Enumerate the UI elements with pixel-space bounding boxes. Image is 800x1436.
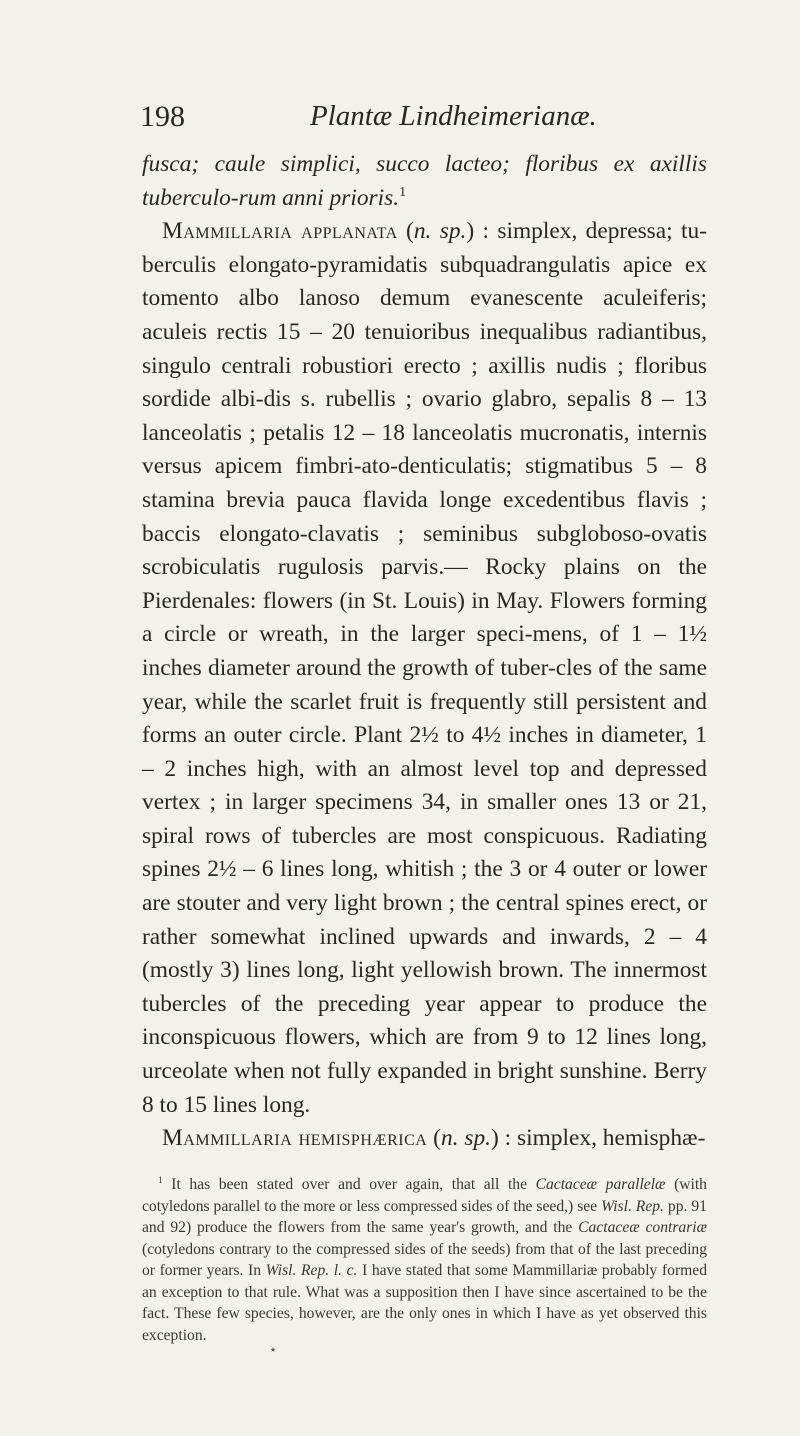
footnote-reference: 1 [399,183,407,200]
running-title: Plantæ Lindheimerianæ. [310,100,597,132]
species-name: Mammillaria hemisphærica [162,1125,428,1152]
paragraph-mammillaria-hemisphaerica: Mammillaria hemisphærica (n. sp.) : simplex, hemisphæ- [162,1125,706,1152]
paragraph-continuation [142,148,707,215]
body-text [142,148,707,1156]
stray-print-mark: ٭ [270,1344,276,1356]
new-species-mark: n. sp. [413,218,467,245]
species-description: ) : simplex, depressa; tu-berculis elongato-pyramidatis subquadrangulatis apice ex tomento albo lanoso demum evanescente aculeiferis; aculeis rectis 15 – 20 tenuioribus inequalibus radiantibus, singulo centrali robustiori erecto ; axillis nudis ; floribus sordide albi-dis s. rubellis ; ovario glabro, sepalis 8 – 13 lanceolatis ; petalis 12 – 18 lanceolatis mucronatis, internis versus apicem fimbri-ato-denticulatis; stigmatibus 5 – 8 stamina brevia pauca flavida longe excedentibus flavis ; baccis elongato-clavatis ; seminibus subgloboso-ovatis scrobiculatis rugulosis parvis.— Rocky plains on the Pierdenales: flowers (in St. Louis) in May. Flowers forming a circle or wreath, in the larger speci-mens, of 1 – 1½ inches diameter around the growth of tuber-cles of the same year, while the scarlet fruit is frequently still persistent and forms an outer circle. Plant 2½ to 4½ inches in diameter, 1 – 2 inches high, with an almost level top and depressed vertex ; in larger specimens 34, in smaller ones 13 or 21, spiral rows of tubercles are most conspicuous. Radiating spines 2½ – 6 lines long, whitish ; the 3 or 4 outer or lower are stouter and very light brown ; the central spines erect, or rather somewhat inclined upwards and inwards, 2 – 4 (mostly 3) lines long, light yellowish brown. The innermost tubercles of the preceding year appear to produce the inconspicuous flowers, which are from 9 to 12 lines long, urceolate when not fully expanded in bright sunshine. Berry 8 to 15 lines long. [142,218,707,1118]
footnotes [142,1174,707,1346]
latin-description-continued: fusca; caule simplici, succo lacteo; floribus ex axillis tuberculo-rum anni prioris. [142,151,707,211]
page-number: 198 [140,100,185,133]
species-description: ) : simplex, hemisphæ- [491,1125,706,1152]
paragraph-mammillaria-applanata: Mammillaria applanata (n. sp.) : simplex, depressa; tu-berculis elongato-pyramidatis subquadrangulatis apice ex tomento albo lanoso demum evanescente aculeiferis; aculeis rectis 15 – 20 tenuioribus inequalibus radiantibus, singulo centrali robustiori erecto ; axillis nudis ; floribus sordide albi-dis s. rubellis ; ovario glabro, sepalis 8 – 13 lanceolatis ; petalis 12 – 18 lanceolatis mucronatis, internis versus apicem fimbri-ato-denticulatis; stigmatibus 5 – 8 stamina brevia pauca flavida longe excedentibus flavis ; baccis elongato-clavatis ; seminibus subgloboso-ovatis scrobiculatis rugulosis parvis.— Rocky plains on the Pierdenales: flowers (in St. Louis) in May. Flowers forming a circle or wreath, in the larger speci-mens, of 1 – 1½ inches diameter around the growth of tuber-cles of the same year, while the scarlet fruit is frequently still persistent and forms an outer circle. Plant 2½ to 4½ inches in diameter, 1 – 2 inches high, with an almost level top and depressed vertex ; in larger specimens 34, in smaller ones 13 or 21, spiral rows of tubercles are most conspicuous. Radiating spines 2½ – 6 lines long, whitish ; the 3 or 4 outer or lower are stouter and very light brown ; the central spines erect, or rather somewhat inclined upwards and inwards, 2 – 4 (mostly 3) lines long, light yellowish brown. The innermost tubercles of the preceding year appear to produce the inconspicuous flowers, which are from 9 to 12 lines long, urceolate when not fully expanded in bright sunshine. Berry 8 to 15 lines long. [142,218,707,1118]
footnote-1: $^1$ It has been stated over and over again, that all the Cactaceæ parallelæ (with cotyledons parallel to the more or less compressed sides of the seed,) see Wisl. Rep. pp. 91 and 92) produce the flowers from the same year's growth, and the Cactaceæ contrariæ (cotyledons contrary to the compressed sides of the seeds) from that of the last preceding or former years. In Wisl. Rep. l. c. I have stated that some Mammillariæ probably formed an exception to that rule. What was a supposition then I have since ascertained to be the fact. These few species, however, are the only ones in which I have as yet observed this exception. [142,1175,707,1344]
page-header [140,100,700,140]
new-species-mark: n. sp. [440,1125,492,1152]
species-name: Mammillaria applanata [162,218,398,245]
footnote-number: 1 [158,1175,163,1186]
